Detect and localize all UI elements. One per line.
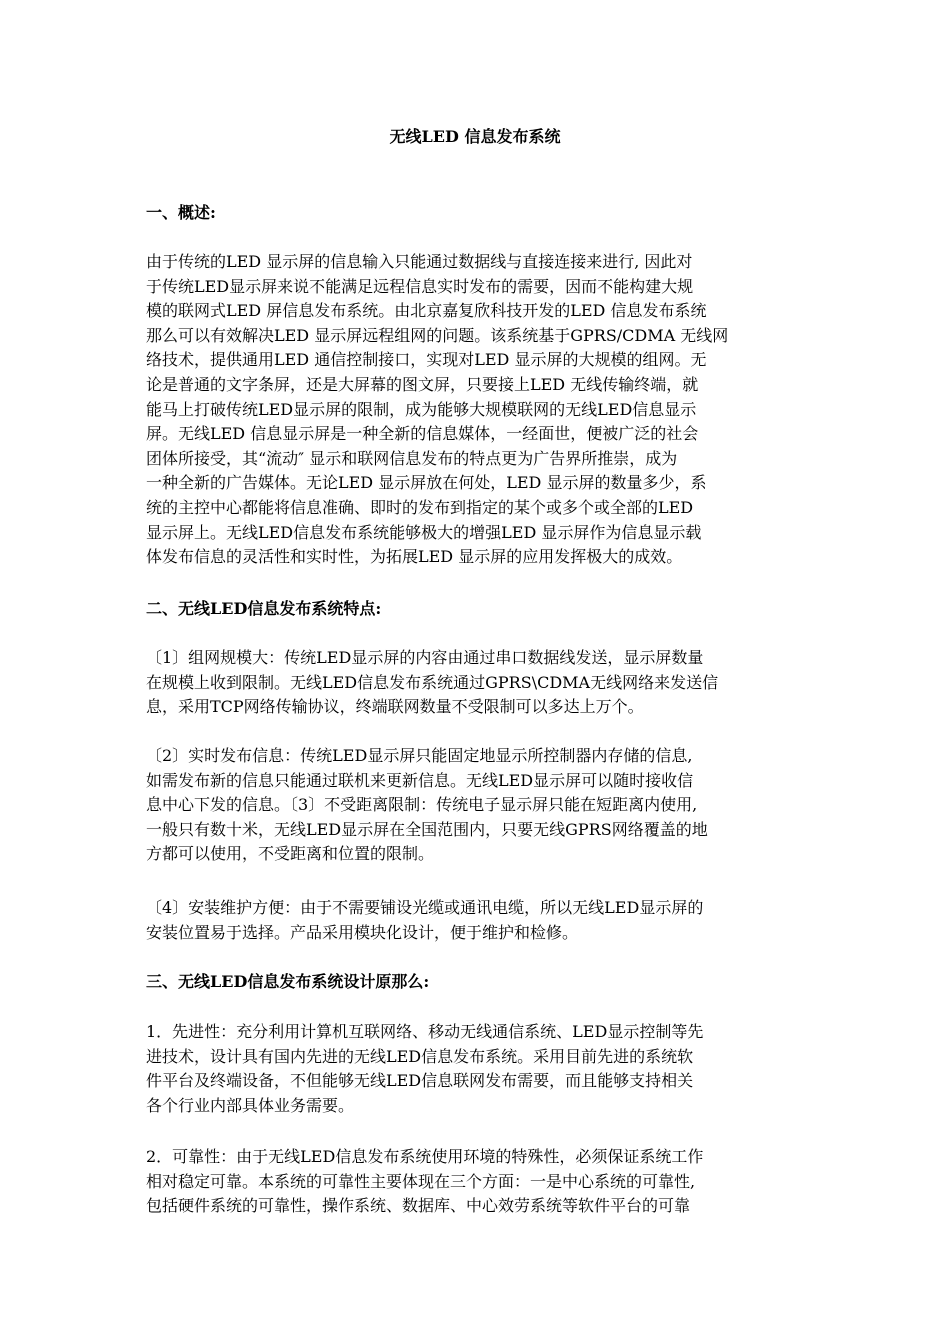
section-heading-overview: 一、概述: — [146, 203, 216, 222]
text-line: 体发布信息的灵活性和实时性，为拓展LED 显示屏的应用发挥极大的成效。 — [146, 547, 683, 567]
text-line: 论是普通的文字条屏，还是大屏幕的图文屏，只要接上LED 无线传输终端，就 — [146, 374, 699, 394]
text-line: 息，采用TCP网络传输协议，终端联网数量不受限制可以多达上万个。 — [146, 697, 644, 717]
text-line: 能马上打破传统LED显示屏的限制，成为能够大规模联网的无线LED信息显示 — [146, 399, 697, 419]
text-line: 息中心下发的信息。〔3〕不受距离限制：传统电子显示屏只能在短距离内使用, — [146, 795, 698, 815]
text-line: 〔1〕组网规模大：传统LED显示屏的内容由通过串口数据线发送，显示屏数量 — [146, 648, 704, 667]
text-line: 相对稳定可靠。本系统的可靠性主要体现在三个方面：一是中心系统的可靠性, — [146, 1171, 696, 1191]
text-line: 屏。无线LED 信息显示屏是一种全新的信息媒体，一经面世，便被广泛的社会 — [146, 424, 699, 444]
text-line: 2．可靠性：由于无线LED信息发布系统使用环境的特殊性，必须保证系统工作 — [146, 1147, 704, 1166]
paragraph-feature-4 — [146, 896, 814, 945]
paragraph-feature-1 — [146, 646, 814, 720]
paragraph-feature-2-3 — [146, 744, 814, 867]
text-line: 1．先进性：充分利用计算机互联网络、移动无线通信系统、LED显示控制等先 — [146, 1022, 704, 1041]
text-line: 各个行业内部具体业务需要。 — [146, 1095, 355, 1115]
text-line: 一般只有数十米，无线LED显示屏在全国范围内，只要无线GPRS网络覆盖的地 — [146, 819, 708, 839]
text-line: 统的主控中心都能将信息准确、即时的发布到指定的某个或多个或全部的LED — [146, 497, 694, 517]
text-line: 〔4〕安装维护方便：由于不需要铺设光缆或通讯电缆，所以无线LED显示屏的 — [146, 898, 704, 917]
text-line: 〔2〕实时发布信息：传统LED显示屏只能固定地显示所控制器内存储的信息, — [146, 746, 693, 765]
text-line: 一种全新的广告媒体。无论LED 显示屏放在何处，LED 显示屏的数量多少，系 — [146, 473, 707, 493]
paragraph-overview — [146, 250, 814, 570]
section-heading-design-principles: 三、无线LED信息发布系统设计原那么: — [146, 972, 430, 991]
text-line: 包括硬件系统的可靠性，操作系统、数据库、中心效劳系统等软件平台的可靠 — [146, 1196, 691, 1216]
document-title: 无线LED 信息发布系统 — [389, 127, 561, 146]
text-line: 模的联网式LED 屏信息发布系统。由北京嘉复欣科技开发的LED 信息发布系统 — [146, 301, 707, 321]
text-line: 团体所接受，其“流动″ 显示和联网信息发布的特点更为广告界所推崇，成为 — [146, 448, 678, 468]
text-line: 于传统LED显示屏来说不能满足远程信息实时发布的需要，因而不能构建大规 — [146, 276, 694, 296]
text-line: 件平台及终端设备，不但能够无线LED信息联网发布需要，而且能够支持相关 — [146, 1071, 694, 1091]
text-line: 在规模上收到限制。无线LED信息发布系统通过GPRS\CDMA无线网络来发送信 — [146, 672, 719, 692]
section-heading-features: 二、无线LED信息发布系统特点: — [146, 599, 382, 618]
text-line: 由于传统的LED 显示屏的信息输入只能通过数据线与直接连接来进行, 因此对 — [146, 252, 693, 271]
text-line: 那么可以有效解决LED 显示屏远程组网的问题。该系统基于GPRS/CDMA 无线网 — [146, 325, 729, 345]
text-line: 络技术，提供通用LED 通信控制接口，实现对LED 显示屏的大规模的组网。无 — [146, 350, 707, 370]
text-line: 安装位置易于选择。产品采用模块化设计，便于维护和检修。 — [146, 922, 579, 942]
paragraph-principle-2 — [146, 1145, 814, 1219]
paragraph-principle-1 — [146, 1020, 814, 1118]
text-line: 显示屏上。无线LED信息发布系统能够极大的增强LED 显示屏作为信息显示载 — [146, 522, 702, 542]
text-line: 如需发布新的信息只能通过联机来更新信息。无线LED显示屏可以随时接收信 — [146, 770, 694, 790]
text-line: 方都可以使用，不受距离和位置的限制。 — [146, 844, 435, 864]
text-line: 进技术，设计具有国内先进的无线LED信息发布系统。采用目前先进的系统软 — [146, 1046, 694, 1066]
